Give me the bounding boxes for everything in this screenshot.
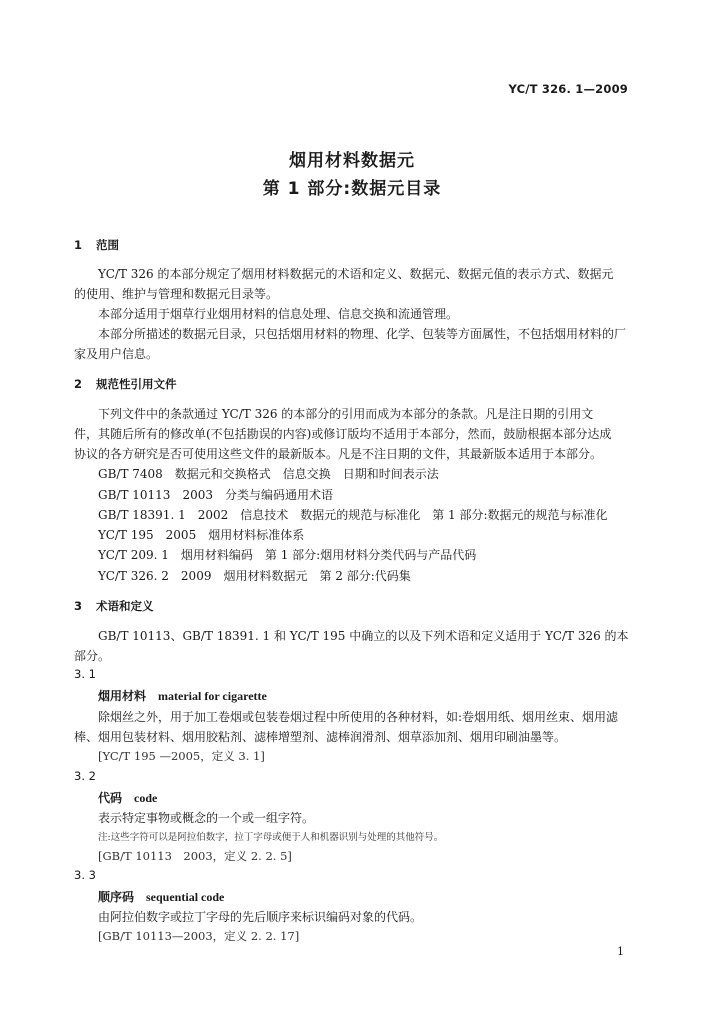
- paragraph-line: 家及用户信息。: [74, 347, 159, 361]
- paragraph-line: 件，其随后所有的修改单(不包括勘误的内容)或修订版均不适用于本部分，然而，鼓励根据本部分达成: [74, 427, 612, 441]
- paragraph-line: 部分。: [74, 649, 111, 663]
- section-number: 1: [74, 238, 83, 252]
- clause-number: 3. 2: [74, 769, 96, 783]
- section-title: 范围: [96, 238, 119, 252]
- clause-number: 3. 3: [74, 868, 96, 882]
- term-source: [GB/T 10113 2003，定义 2. 2. 5]: [98, 849, 292, 863]
- doc-title-line1: 烟用材料数据元: [289, 151, 415, 171]
- term-entry: [98, 687, 267, 704]
- doc-title-line2: 第 1 部分:数据元目录: [262, 179, 442, 199]
- normative-reference: GB/T 10113 2003 分类与编码通用术语: [98, 488, 333, 502]
- normative-reference: YC/T 195 2005 烟用材料标准体系: [98, 528, 305, 542]
- paragraph-line: 本部分适用于烟草行业烟用材料的信息处理、信息交换和流通管理。: [98, 307, 459, 321]
- definition-line: 除烟丝之外，用于加工卷烟或包装卷烟过程中所使用的各种材料，如:卷烟用纸、烟用丝束、烟用滤: [98, 710, 619, 724]
- section-3-heading: [74, 598, 154, 614]
- normative-reference: GB/T 18391. 1 2002 信息技术 数据元的规范与标准化 第 1 部分:数据元的规范与标准化: [98, 508, 608, 522]
- term-note: 注:这些字符可以是阿拉伯数字，拉丁字母或便于人和机器识别与处理的其他符号。: [98, 832, 444, 843]
- definition-line: 棒、烟用包装材料、烟用胶粘剂、滤棒增塑剂、滤棒润滑剂、烟草添加剂、烟用印刷油墨等。: [74, 730, 567, 744]
- paragraph-line: YC/T 326 的本部分规定了烟用材料数据元的术语和定义、数据元、数据元值的表示方式、数据元: [98, 267, 614, 281]
- normative-reference: YC/T 209. 1 烟用材料编码 第 1 部分:烟用材料分类代码与产品代码: [98, 548, 477, 562]
- term-chinese: 烟用材料: [98, 689, 147, 703]
- section-number: 3: [74, 599, 83, 613]
- page-number: 1: [617, 945, 624, 958]
- paragraph-line: 协议的各方研究是否可使用这些文件的最新版本。凡是不注日期的文件，其最新版本适用于本部分。: [74, 447, 603, 461]
- term-english: material for cigarette: [158, 689, 267, 703]
- section-2-heading: [74, 376, 177, 392]
- normative-reference: GB/T 7408 数据元和交换格式 信息交换 日期和时间表示法: [98, 467, 439, 481]
- paragraph-line: 下列文件中的条款通过 YC/T 326 的本部分的引用而成为本部分的条款。凡是注日期的引用文: [98, 407, 594, 421]
- clause-number: 3. 1: [74, 667, 96, 681]
- paragraph-line: GB/T 10113、GB/T 18391. 1 和 YC/T 195 中确立的以及下列术语和定义适用于 YC/T 326 的本: [98, 629, 629, 643]
- term-english: code: [134, 791, 158, 805]
- paragraph-line: 本部分所描述的数据元目录，只包括烟用材料的物理、化学、包装等方面属性，不包括烟用材料的厂: [98, 327, 627, 341]
- definition-line: 表示特定事物或概念的一个或一组字符。: [98, 811, 315, 825]
- section-1-heading: [74, 237, 119, 253]
- paragraph-line: 的使用、维护与管理和数据元目录等。: [74, 287, 279, 301]
- term-source: [GB/T 10113—2003，定义 2. 2. 17]: [98, 929, 300, 943]
- section-title: 规范性引用文件: [96, 377, 177, 391]
- term-entry: [98, 789, 157, 806]
- term-chinese: 代码: [98, 791, 123, 805]
- term-english: sequential code: [146, 890, 225, 904]
- term-chinese: 顺序码: [98, 890, 135, 904]
- section-number: 2: [74, 377, 83, 391]
- term-source: [YC/T 195 —2005，定义 3. 1]: [98, 749, 265, 763]
- normative-reference: YC/T 326. 2 2009 烟用材料数据元 第 2 部分:代码集: [98, 569, 411, 583]
- definition-line: 由阿拉伯数字或拉丁字母的先后顺序来标识编码对象的代码。: [98, 910, 423, 924]
- standard-number: YC/T 326. 1—2009: [508, 82, 628, 96]
- term-entry: [98, 888, 224, 905]
- section-title: 术语和定义: [96, 599, 154, 613]
